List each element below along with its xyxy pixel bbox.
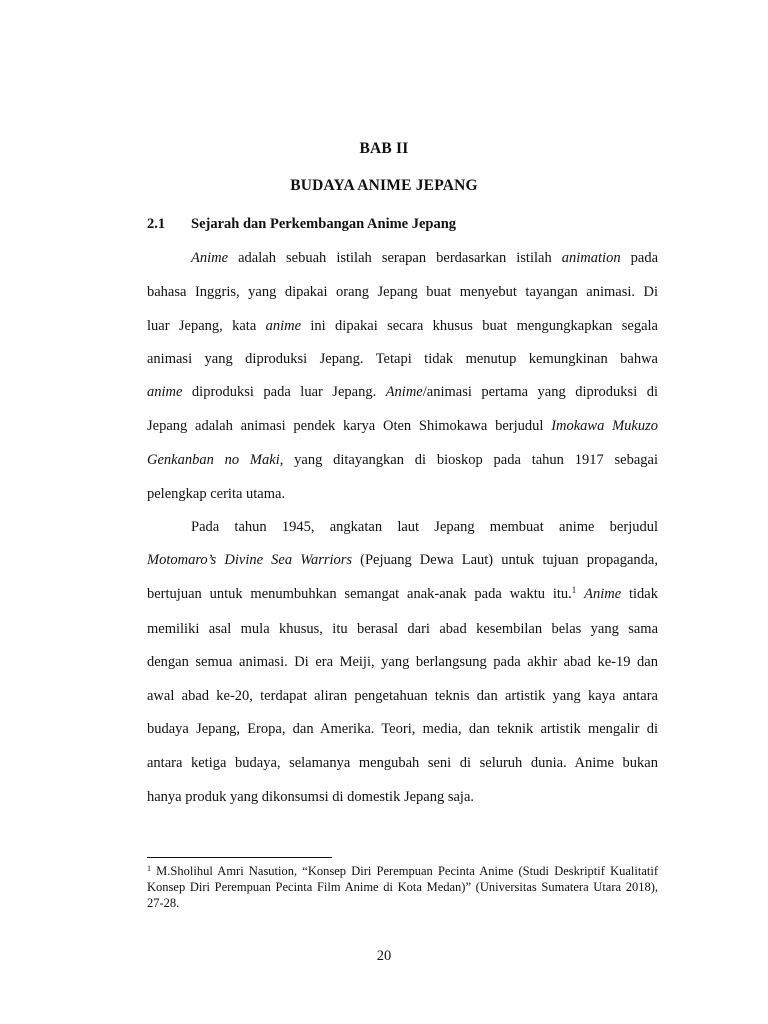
paragraph-1-line-8: pelengkap cerita utama. xyxy=(147,486,286,502)
paragraph-1-line-4: animasi yang diproduksi Jepang. Tetapi tidak menutup kemungkinan bahwa xyxy=(147,351,658,367)
section-number: 2.1 xyxy=(147,216,166,232)
paragraph-1-line-5: anime diproduksi pada luar Jepang. Anime/animasi pertama yang diproduksi di xyxy=(147,384,658,400)
paragraph-2-line-3: bertujuan untuk menumbuhkan semangat anak-anak pada waktu itu.$^1$ Anime tidak xyxy=(147,585,658,602)
paragraph-2-line-6: awal abad ke-20, terdapat aliran pengetahuan teknis dan artistik yang kaya antara xyxy=(147,688,658,704)
paragraph-2-line-2: Motomaro’s Divine Sea Warriors (Pejuang Dewa Laut) untuk tujuan propaganda, xyxy=(147,552,658,568)
paragraph-1-line-2: bahasa Inggris, yang dipakai orang Jepang buat menyebut tayangan animasi. Di xyxy=(147,284,658,300)
section-title: Sejarah dan Perkembangan Anime Jepang xyxy=(191,216,457,232)
footnote-marker: 1 xyxy=(147,864,151,873)
paragraph-1-line-1: Anime adalah sebuah istilah serapan berdasarkan istilah animation pada xyxy=(191,250,659,266)
paragraph-1-line-6: Jepang adalah animasi pendek karya Oten Shimokawa berjudul Imokawa Mukuzo xyxy=(147,418,658,434)
paragraph-2-line-4: memiliki asal mula khusus, itu berasal dari abad kesembilan belas yang sama xyxy=(147,621,658,637)
paragraph-2-line-1: Pada tahun 1945, angkatan laut Jepang membuat anime berjudul xyxy=(191,519,658,535)
footnote-ref: 1 xyxy=(571,585,577,595)
paragraph-1-line-7: Genkanban no Maki, yang ditayangkan di bioskop pada tahun 1917 sebagai xyxy=(147,452,658,468)
chapter-label: BAB II xyxy=(359,140,409,157)
paragraph-2-line-9: hanya produk yang dikonsumsi di domestik Jepang saja. xyxy=(147,789,475,805)
footnote-line-3: 27-28. xyxy=(147,896,180,910)
paragraph-1-line-3: luar Jepang, kata anime ini dipakai secara khusus buat mengungkapkan segala xyxy=(147,318,658,334)
section-heading xyxy=(147,216,456,233)
chapter-title: BUDAYA ANIME JEPANG xyxy=(290,177,478,194)
footnote-line-1: $^1$ M.Sholihul Amri Nasution, “Konsep Diri Perempuan Pecinta Anime (Studi Deskriptif Kualitatif xyxy=(147,864,658,878)
footnote-separator xyxy=(147,857,332,858)
paragraph-2-line-5: dengan semua animasi. Di era Meiji, yang berlangsung pada akhir abad ke-19 dan xyxy=(147,654,658,670)
footnote-line-2: Konsep Diri Perempuan Pecinta Film Anime di Kota Medan)” (Universitas Sumatera Utara 2018), xyxy=(147,880,658,894)
paragraph-2-line-8: antara ketiga budaya, selamanya mengubah seni di seluruh dunia. Anime bukan xyxy=(147,755,658,771)
page-number: 20 xyxy=(376,948,392,964)
paragraph-2-line-7: budaya Jepang, Eropa, dan Amerika. Teori, media, dan teknik artistik mengalir di xyxy=(147,721,658,737)
